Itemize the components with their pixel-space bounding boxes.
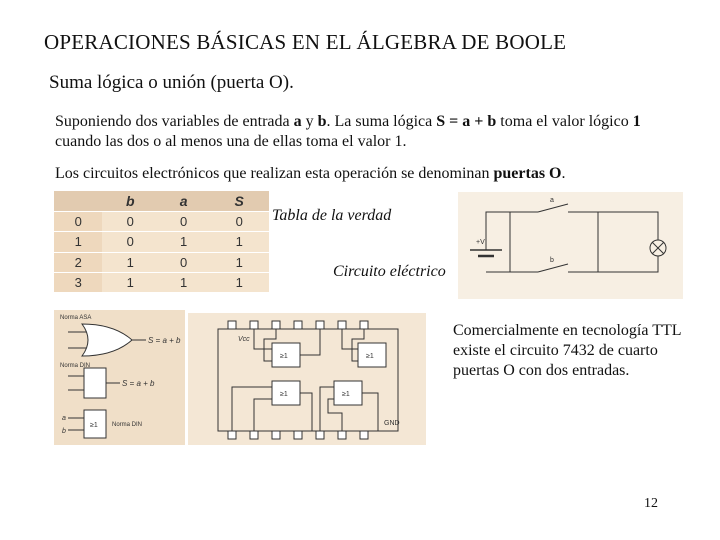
gate-4-symbol: ≥1 (342, 391, 350, 398)
label-a: a (550, 197, 554, 204)
truth-table-label: Tabla de la verdad (272, 207, 392, 224)
p1-text-5: cuando las dos o al menos una de ellas toma el valor 1. (55, 133, 407, 150)
page-number: 12 (644, 496, 658, 511)
table-row (54, 272, 269, 292)
gate-1-symbol: ≥1 (280, 353, 288, 360)
wire-bottom-right (568, 256, 658, 272)
truth-table-image (54, 191, 269, 292)
circuit-diagram (458, 192, 683, 299)
table-cell: 1 (102, 252, 157, 272)
table-cell: 1 (158, 272, 209, 292)
table-row (54, 212, 269, 232)
switch-b (538, 264, 568, 272)
p2-text-2: . (561, 165, 566, 182)
p1-var-a: a (293, 113, 302, 130)
electric-circuit-image (458, 192, 683, 299)
table-cell: 0 (209, 212, 269, 232)
p1-text-3: . La suma lógica (326, 113, 437, 130)
p1-var-b: b (317, 113, 327, 130)
input-a-label: a (62, 415, 66, 422)
gate-3-symbol: ≥1 (280, 391, 288, 398)
table-cell: 1 (209, 232, 269, 252)
or-gate-asa (82, 324, 132, 356)
p1-formula: S = a + b (436, 113, 497, 130)
expr-din: S = a + b (122, 379, 155, 388)
ic-7432-diagram (188, 313, 426, 445)
truth-table (54, 191, 269, 292)
norm-asa-label: Norma ASA (60, 315, 92, 321)
header-s: S (209, 191, 269, 212)
gates-paragraph (55, 164, 675, 184)
table-row (54, 232, 269, 252)
input-b-label: b (62, 428, 66, 435)
table-cell: 0 (158, 212, 209, 232)
table-cell: 3 (54, 272, 102, 292)
table-cell: 1 (102, 272, 157, 292)
ge1-symbol: ≥1 (90, 422, 98, 429)
label-b: b (550, 257, 554, 264)
p1-text-1: Suponiendo dos variables de entrada (55, 113, 294, 130)
gate-2-symbol: ≥1 (366, 353, 374, 360)
circuit-label: Circuito eléctrico (333, 263, 446, 280)
p2-text-1: Los circuitos electrónicos que realizan esta operación se denominan (55, 165, 494, 182)
p1-text-4: toma el valor lógico (496, 113, 633, 130)
truth-table-header (54, 191, 269, 212)
table-cell: 1 (54, 232, 102, 252)
section-subtitle: Suma lógica o unión (puerta O). (49, 72, 294, 93)
ic-7432-image (188, 313, 426, 445)
norm-din-label-1: Norma DIN (60, 363, 91, 369)
table-cell: 1 (209, 272, 269, 292)
table-cell: 1 (158, 232, 209, 252)
p1-value-one: 1 (632, 113, 641, 130)
intro-paragraph (55, 112, 675, 152)
table-cell: 0 (102, 232, 157, 252)
wire-top-right (568, 212, 658, 240)
table-cell: 0 (54, 212, 102, 232)
header-b: b (102, 191, 157, 212)
header-index (54, 191, 102, 212)
commercial-note: Comercialmente en tecnología TTL existe el circuito 7432 de cuarto puertas O con dos entradas. (453, 322, 681, 379)
expr-asa: S = a + b (148, 336, 181, 345)
table-cell: 2 (54, 252, 102, 272)
vcc-label: Vcc (238, 336, 250, 343)
table-row (54, 252, 269, 272)
table-cell: 0 (158, 252, 209, 272)
p1-text-2: y (301, 113, 318, 130)
gate-symbols (54, 310, 185, 445)
gnd-label: GND (384, 420, 400, 427)
switch-a (538, 204, 568, 212)
table-cell: 1 (209, 252, 269, 272)
header-a: a (158, 191, 209, 212)
page-title: OPERACIONES BÁSICAS EN EL ÁLGEBRA DE BOOLE (44, 30, 567, 54)
wire-top-left (486, 212, 538, 250)
table-cell: 0 (102, 212, 157, 232)
or-gate-din-1 (84, 368, 106, 398)
norm-din-label-2: Norma DIN (112, 422, 143, 428)
label-v: +V (476, 239, 485, 246)
p2-gate-name: puertas O (493, 165, 562, 182)
or-gate-symbols-image (54, 310, 185, 445)
